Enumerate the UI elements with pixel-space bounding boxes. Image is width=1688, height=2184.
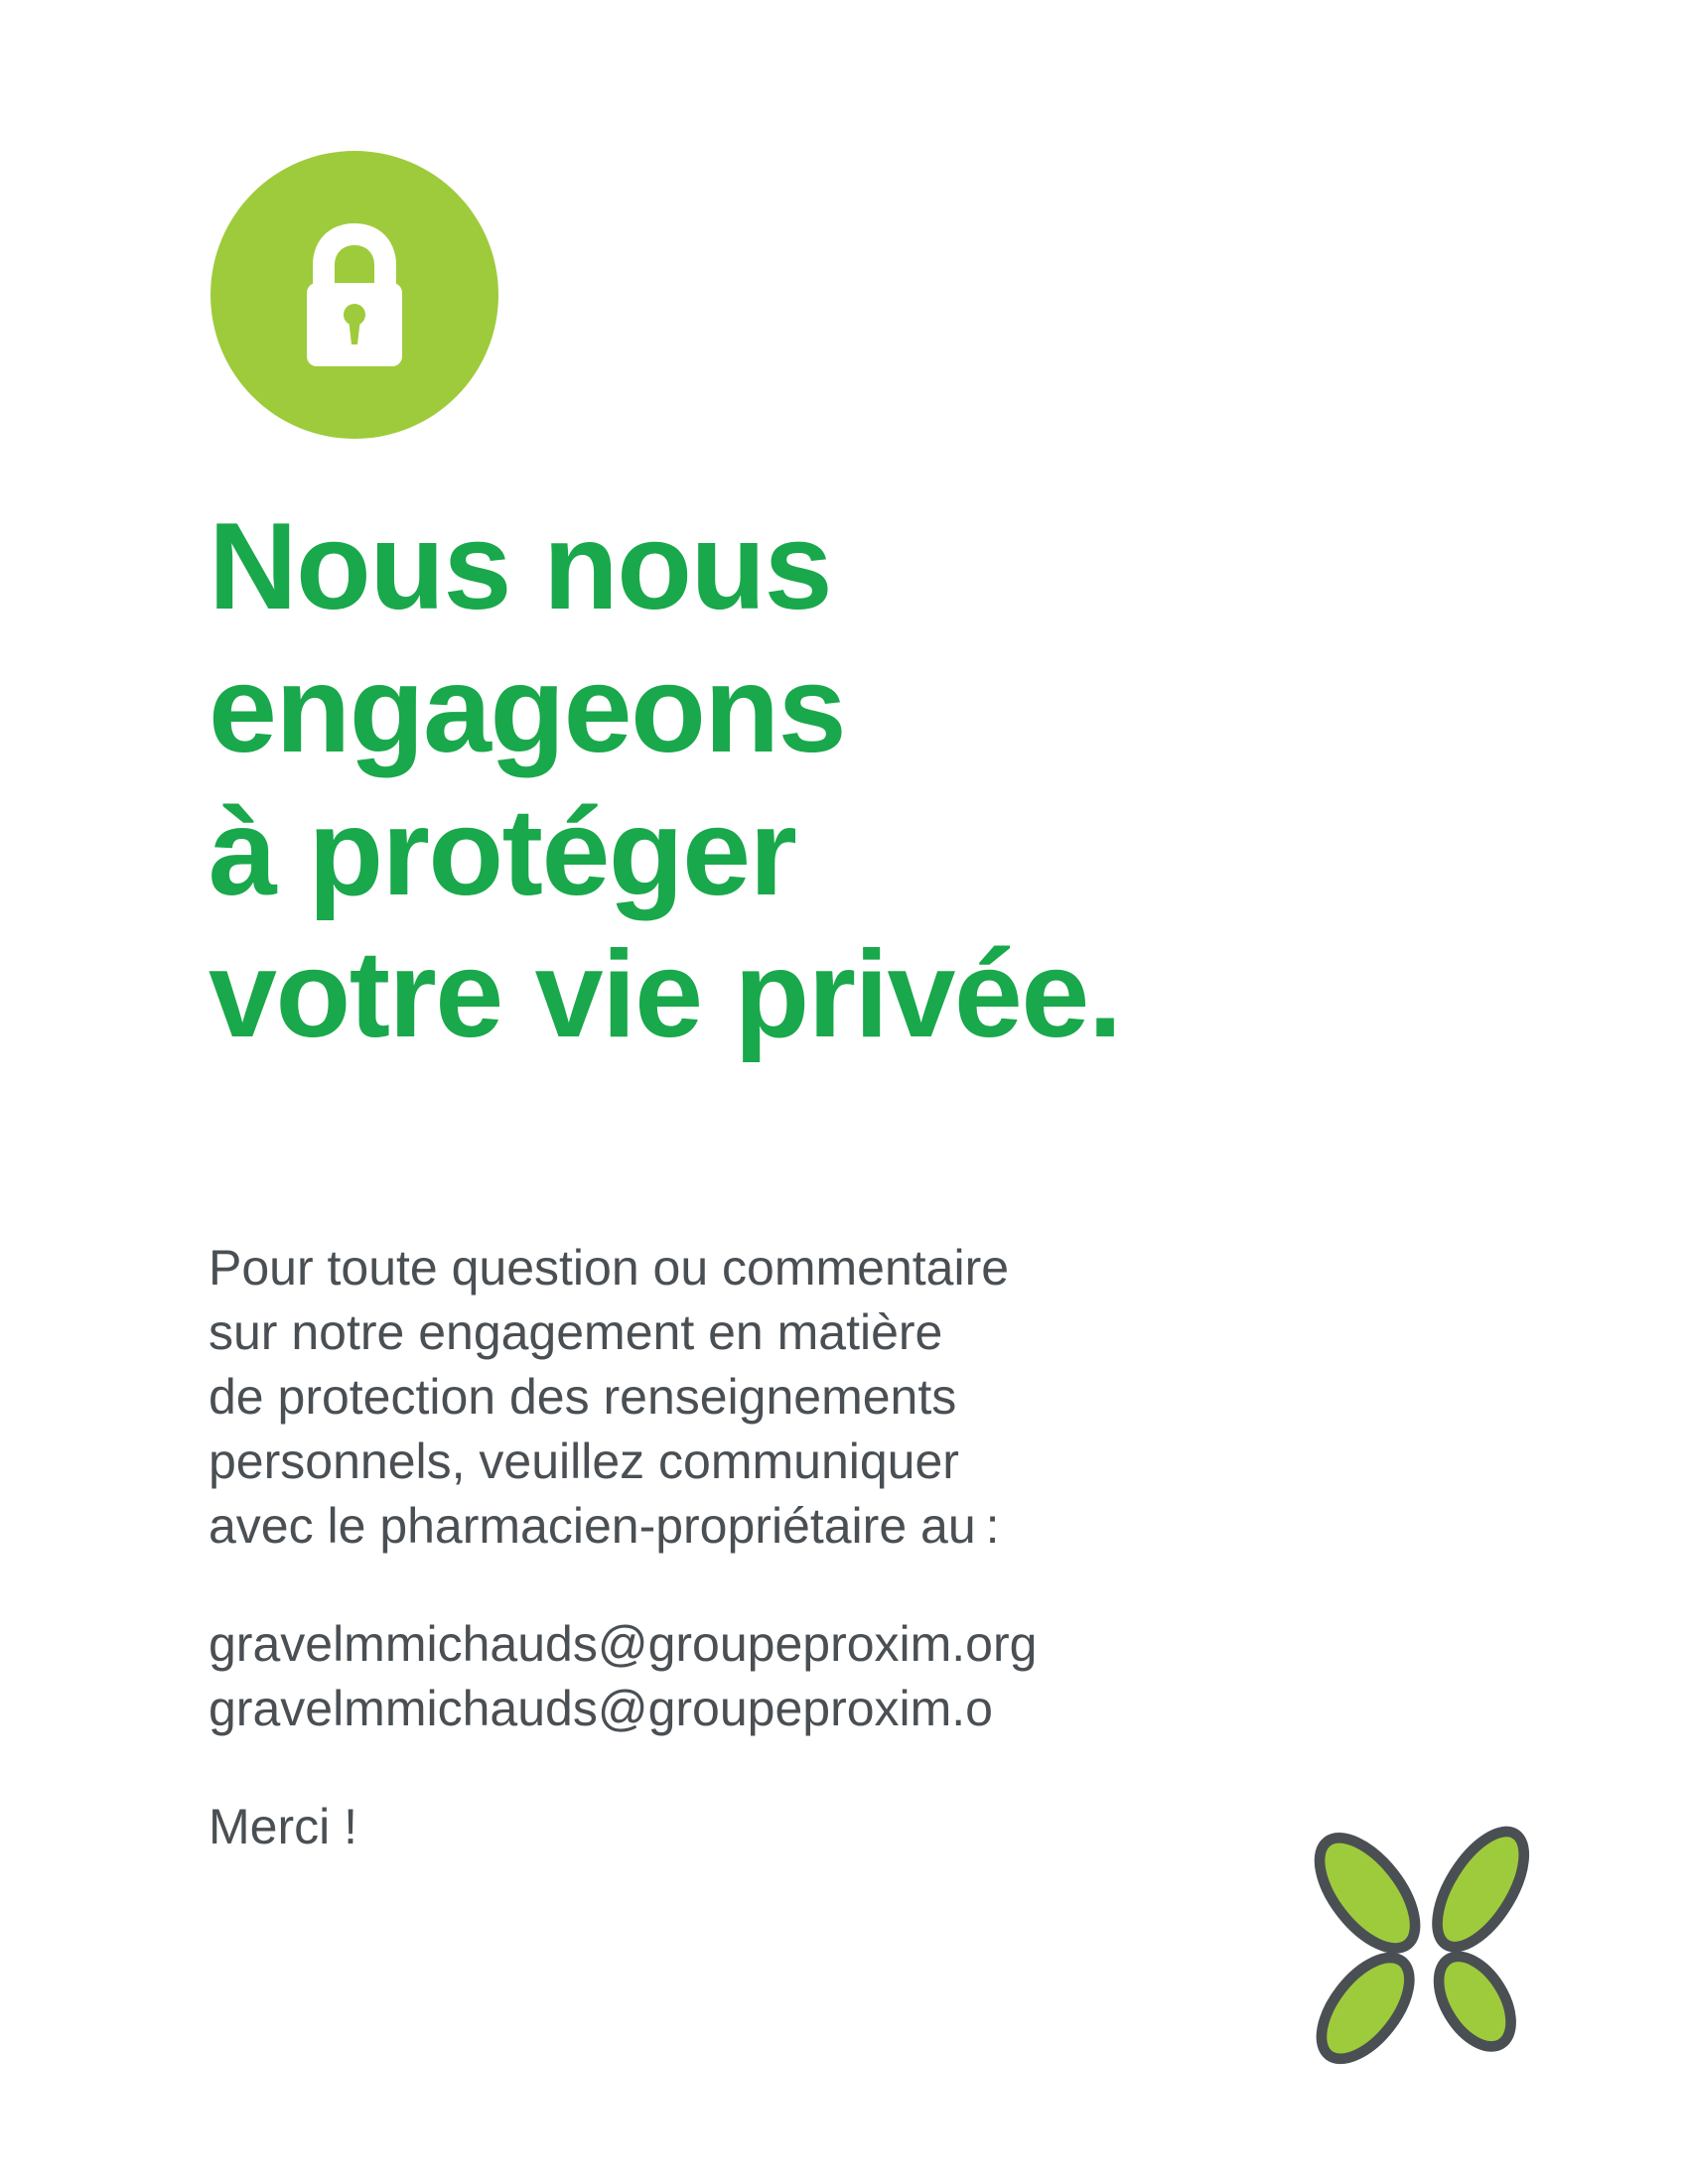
spacer <box>209 1559 1420 1612</box>
email-primary[interactable]: gravelmmichauds@groupeproxim.org <box>209 1616 1038 1672</box>
proxim-butterfly-logo <box>1283 1805 1571 2093</box>
intro-line-5: avec le pharmacien-propriétaire au : <box>209 1498 1000 1554</box>
intro-line-2: sur notre engagement en matière <box>209 1304 943 1360</box>
email-secondary[interactable]: gravelmmichauds@groupeproxim.o <box>209 1681 993 1736</box>
headline-line-2: engageons <box>209 640 846 778</box>
intro-paragraph <box>209 1236 1420 1559</box>
intro-line-1: Pour toute question ou commentaire <box>209 1240 1010 1296</box>
headline-line-3: à protéger <box>209 783 796 921</box>
lock-badge <box>211 151 498 439</box>
headline-line-1: Nous nous <box>209 498 832 635</box>
headline-line-4: votre vie privée. <box>209 926 1121 1064</box>
closing-text: Merci ! <box>209 1799 357 1854</box>
page-title <box>209 496 1519 1067</box>
contact-emails <box>209 1612 1420 1741</box>
intro-line-4: personnels, veuillez communiquer <box>209 1433 959 1489</box>
body-copy <box>209 1236 1420 1859</box>
spacer <box>209 1741 1420 1795</box>
lock-icon <box>285 215 424 374</box>
intro-line-3: de protection des renseignements <box>209 1369 957 1425</box>
